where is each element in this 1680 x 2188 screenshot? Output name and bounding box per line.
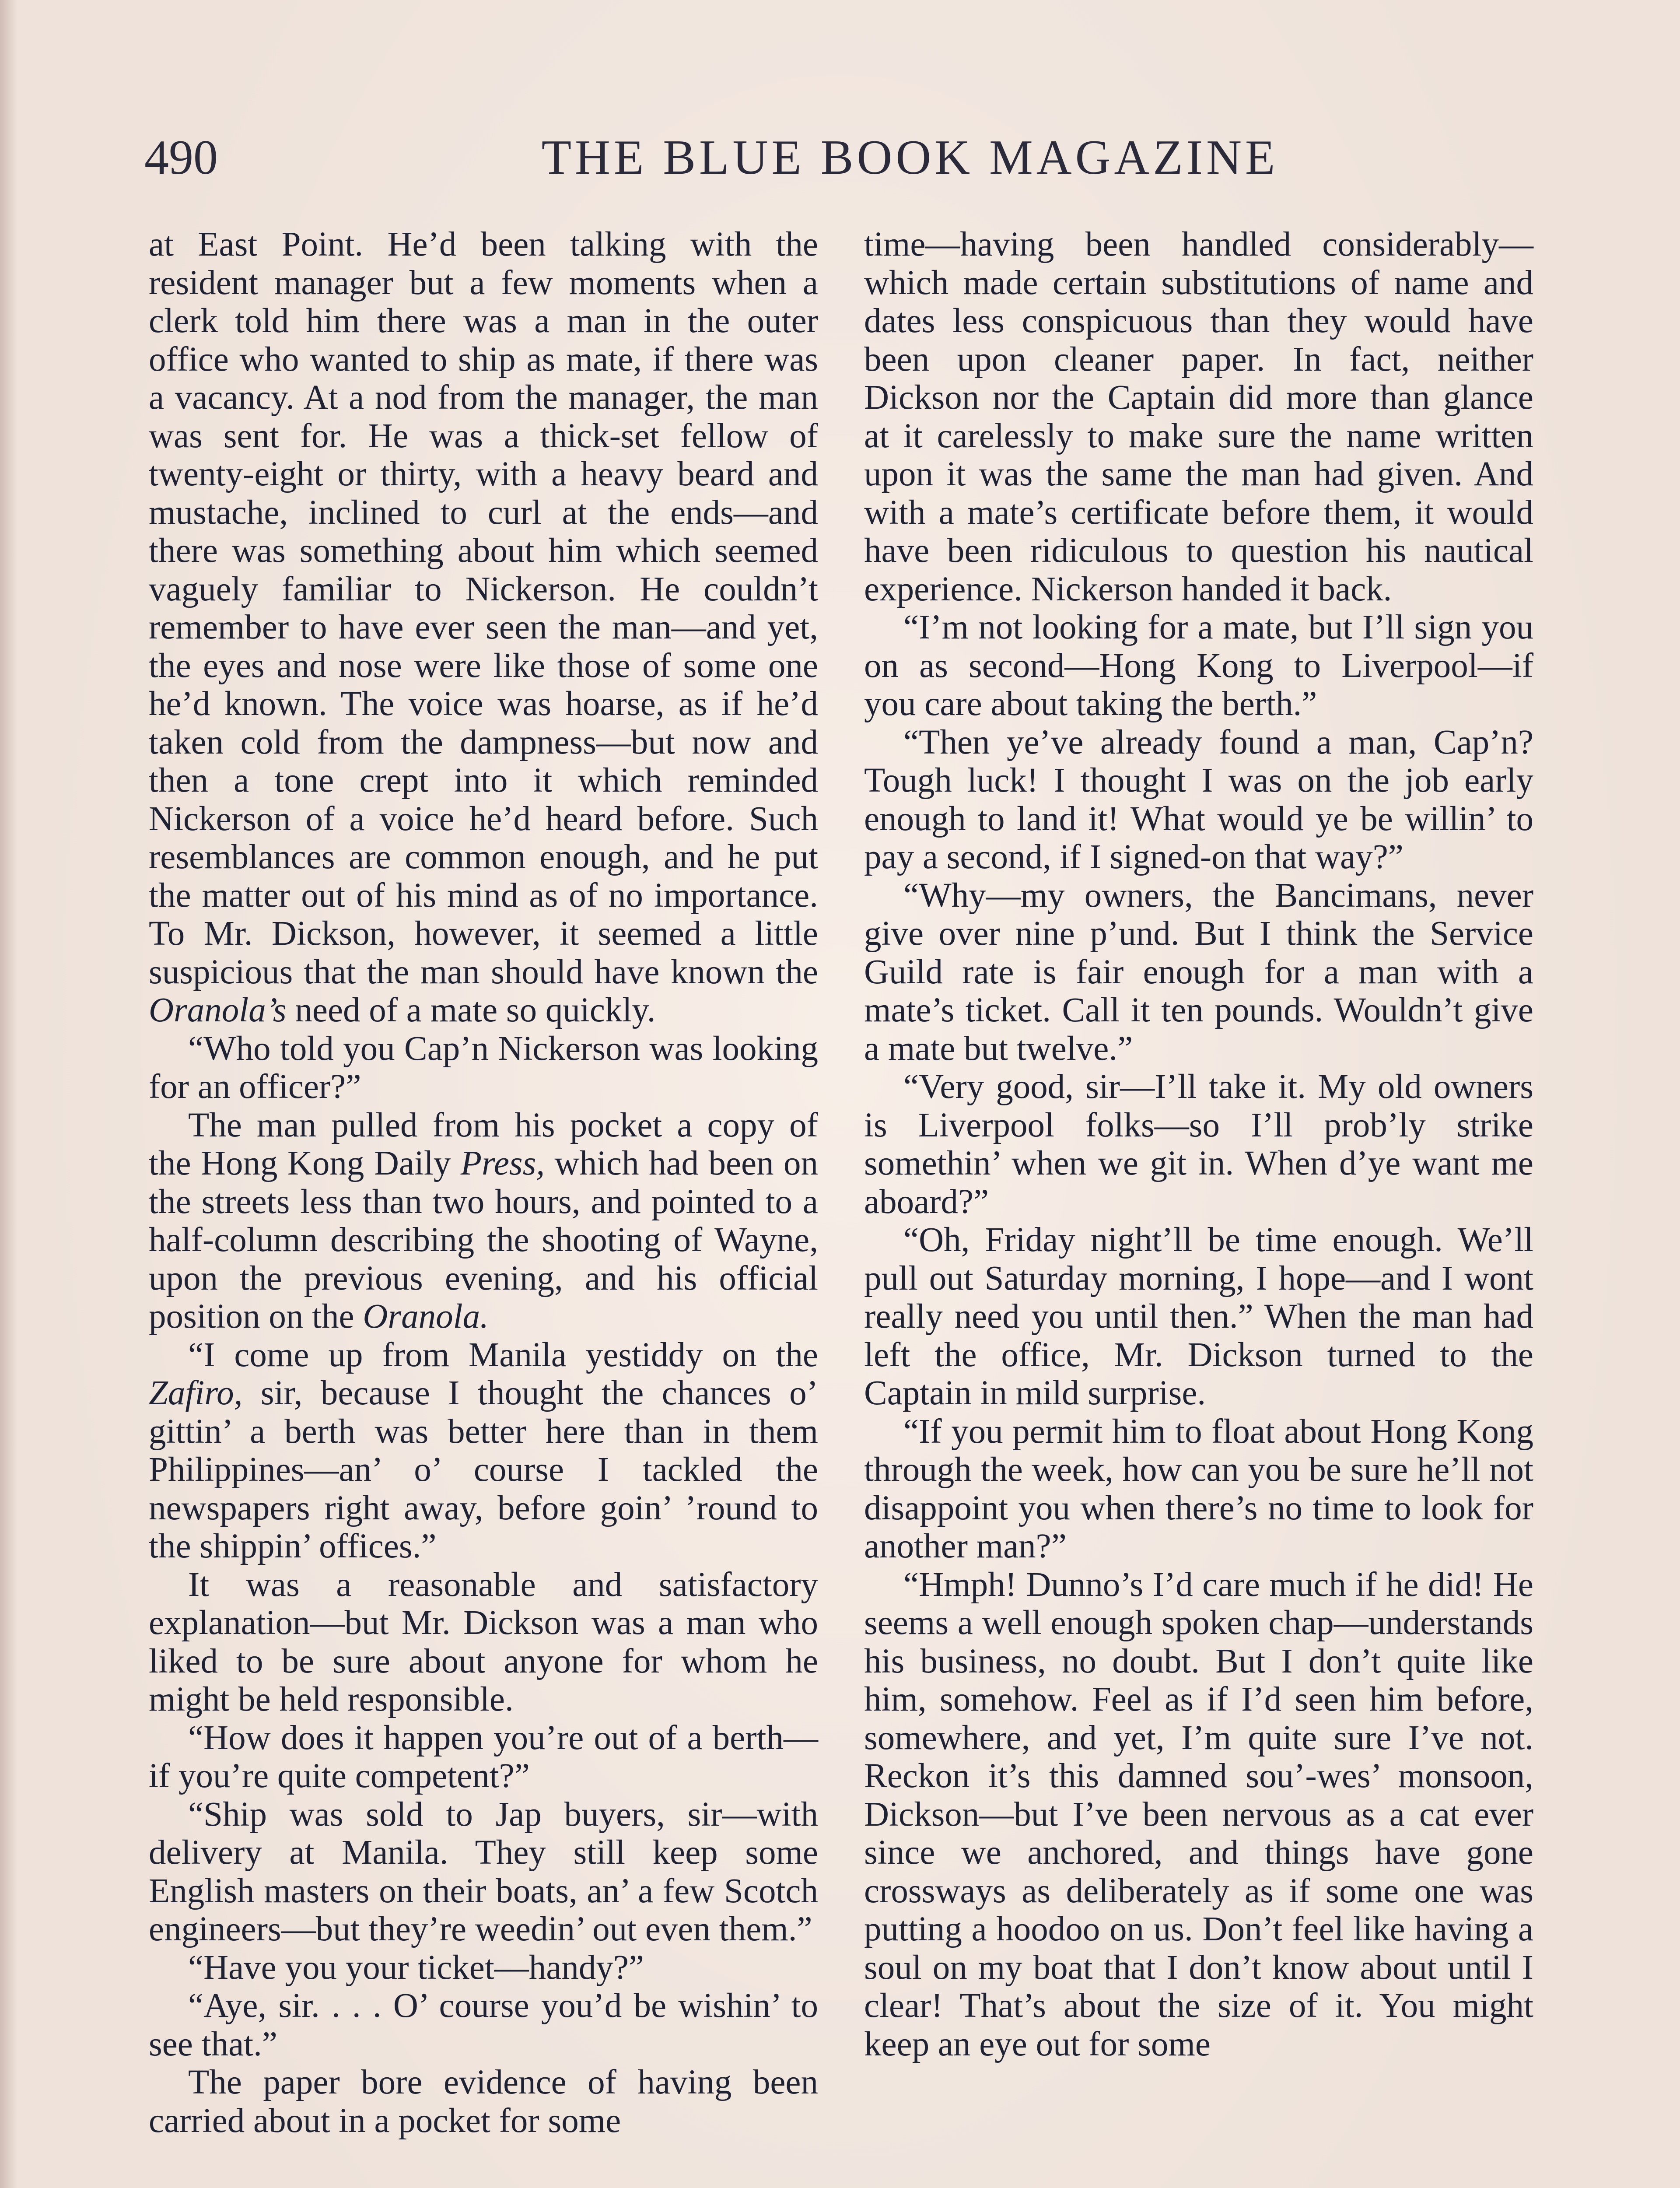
page-number: 490 — [144, 130, 218, 185]
paragraph-text: which had been on the streets less than two hours, and pointed to a half-column describing the shooting of Wayne, upon the previous evening, and his official position on the — [149, 1144, 818, 1336]
paragraph-text: “I come up from Manila yestiddy on the — [188, 1336, 818, 1374]
running-head: THE BLUE BOOK MAGAZINE — [541, 130, 1279, 185]
paragraph: “I’m not looking for a mate, but I’ll sign you on as second—Hong Kong to Liverpool—if you care about taking the berth.” — [864, 608, 1533, 723]
paragraph: “Oh, Friday night’ll be time enough. We’ll pull out Saturday morning, I hope—and I wont really need you until then.” When the man had left the office, Mr. Dickson turned to the Captain in mild surprise. — [864, 1221, 1533, 1412]
paragraph — [149, 1336, 818, 1566]
ship-name: Oranola. — [363, 1297, 489, 1336]
paragraph: time—having been handled considerably—which made certain substitutions of name and dates less conspicuous than they would have been upon cleaner paper. In fact, neither Dickson nor the Captain did more than glance at it carelessly to make sure the name written upon it was the same the man had given. And with a mate’s certificate before them, it would have been ridiculous to question his nautical experience. Nickerson handed it back. — [864, 225, 1533, 608]
page-edge-shadow — [0, 0, 18, 2188]
paragraph: “Why—my owners, the Bancimans, never give over nine p’und. But I think the Service Guild rate is fair enough for a man with a mate’s ticket. Call it ten pounds. Wouldn’t give a mate but twelve.” — [864, 876, 1533, 1068]
paragraph-text: need of a mate so quickly. — [286, 991, 656, 1029]
paragraph: “Hmph! Dunno’s I’d care much if he did! He seems a well enough spoken chap—understands his business, no doubt. But I don’t quite like him, somehow. Feel as if I’d seen him before, somewhere, and yet, I’m quite sure I’ve not. Reckon it’s this damned sou’-wes’ monsoon, Dickson—but I’ve been nervous as a cat ever since we anchored, and things have gone crossways as deliberately as if some one was putting a hoodoo on us. Don’t feel like having a soul on my boat that I don’t know about until I clear! That’s about the size of it. You might keep an eye out for some — [864, 1565, 1533, 2063]
page-header — [144, 123, 1531, 193]
paragraph: “Then ye’ve already found a man, Cap’n? Tough luck! I thought I was on the job early enough to land it! What would ye be willin’ to pay a second, if I signed-on that way?” — [864, 723, 1533, 876]
paragraph: “Ship was sold to Jap buyers, sir—with delivery at Manila. They still keep some English masters on their boats, an’ a few Scotch engineers—but they’re weedin’ out even them.” — [149, 1795, 818, 1948]
paragraph-text: at East Point. He’d been talking with the resident manager but a few moments when a clerk told him there was a man in the outer office who wanted to ship as mate, if there was a vacancy. At a nod from the manager, the man was sent for. He was a thick-set fellow of twenty-eight or thirty, with a heavy beard and mustache, inclined to curl at the ends—and there was something about him which seemed vaguely familiar to Nickerson. He couldn’t remember to have ever seen the man—and yet, the eyes and nose were like those of some one he’d known. The voice was hoarse, as if he’d taken cold from the dampness—but now and then a tone crept into it which reminded Nickerson of a voice he’d heard before. Such resemblances are common enough, and he put the matter out of his mind as of no importance. To Mr. Dickson, however, it seemed a little suspicious that the man should have known the — [149, 225, 818, 991]
paragraph: It was a reasonable and satisfactory explanation—but Mr. Dickson was a man who liked to be sure about anyone for whom he might be held responsible. — [149, 1565, 818, 1718]
paragraph: “Who told you Cap’n Nickerson was looking for an officer?” — [149, 1029, 818, 1106]
paragraph: “Aye, sir. . . . O’ course you’d be wishin’ to see that.” — [149, 1987, 818, 2063]
right-column — [864, 225, 1533, 2063]
paragraph: “Very good, sir—I’ll take it. My old owners is Liverpool folks—so I’ll prob’ly strike somethin’ when we git in. When d’ye want me aboard?” — [864, 1068, 1533, 1221]
paragraph-text: sir, because I thought the chances o’ gittin’ a berth was better here than in them Philippines—an’ o’ course I tackled the newspapers right away, before goin’ ’round to the shippin’ offices.” — [149, 1374, 818, 1565]
newspaper-name: Press, — [460, 1144, 545, 1182]
paragraph: The paper bore evidence of having been carried about in a pocket for some — [149, 2063, 818, 2140]
paragraph: “Have you your ticket—handy?” — [188, 1948, 644, 1987]
paragraph: “If you permit him to float about Hong Kong through the week, how can you be sure he’ll not disappoint you when there’s no time to look for another man?” — [864, 1412, 1533, 1565]
ship-name: Zafiro, — [149, 1374, 243, 1412]
paragraph — [149, 1106, 818, 1336]
paragraph — [149, 225, 818, 1030]
ship-name: Oranola’s — [149, 991, 287, 1029]
paragraph-text: The man pulled from his pocket a copy of the Hong Kong Daily — [149, 1106, 818, 1182]
left-column — [149, 225, 818, 2140]
paragraph: “How does it happen you’re out of a berth—if you’re quite competent?” — [149, 1718, 818, 1795]
